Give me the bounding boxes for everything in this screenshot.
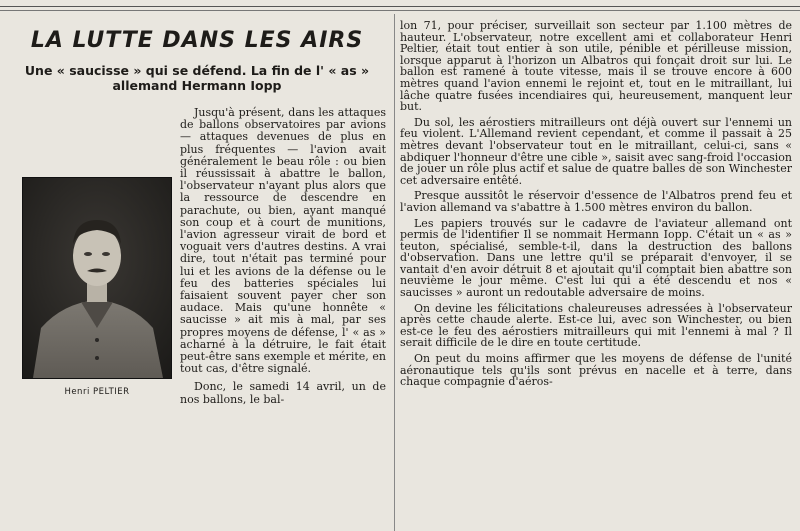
right-paragraph-1: lon 71, pour préciser, surveillait son secteur par 1.100 mètres de hauteur. L'observateur, notre excellent ami et collaborateur Henri Peltier, était tout entier à son utile, pénible et périlleuse mission, lorsque apparut à l'horizon un Albatros qui fonçait droit sur lui. Le ballon est ramené à toute vitesse, mais il se trouve encore à 600 mètres quand l'avion ennemi le rejoint et, tout en le mitraillant, lui lâche quatre fusées incendiaires qui, heureusement, manquent leur but. — [400, 19, 792, 114]
right-paragraph-6: On peut du moins affirmer que les moyens de défense de l'unité aéronautique tels qu'ils sont prévus en nacelle et à terre, dans chaque compagnie d'aéros- — [400, 352, 792, 389]
article-subtitle: Une « saucisse » qui se défend. La fin de l' « as » allemand Hermann Iopp — [24, 63, 370, 93]
right-paragraph-5: On devine les félicitations chaleureuses adressées à l'observateur après cette chaude alerte. Est-ce lui, avec son Winchester, ou bien est-ce le feu des aérostiers mitrailleurs qui mit l'ennemi à mal ? Il serait difficile de le dire en toute certitude. — [400, 301, 792, 350]
article-title: LA LUTTE DANS LES AIRS — [30, 28, 364, 53]
column-divider — [394, 14, 395, 531]
left-column — [8, 14, 386, 408]
right-paragraph-4: Les papiers trouvés sur le cadavre de l'aviateur allemand ont permis de l'identifier Il se nommait Hermann Iopp. C'était un « as » teuton, spécialisé, semble-t-il, dans la destruction des ballons d'observation. Dans une lettre qu'il se préparait d'envoyer, il se vantait d'en avoir détruit 8 et ajoutait qu'il comptait bien abattre son neuvième le jour même. C'est lui qui a été descendu et nos « saucisses » auront un redoutable adversaire de moins. — [400, 216, 792, 300]
top-rule-secondary — [0, 10, 800, 11]
left-body — [8, 107, 386, 406]
left-paragraph-2: Donc, le samedi 14 avril, un de nos ballons, le bal- — [180, 380, 386, 406]
right-paragraph-3: Presque aussitôt le réservoir d'essence de l'Albatros prend feu et l'avion allemand va s'abattre à 1.500 mètres environ du ballon. — [400, 189, 792, 214]
portrait-photo — [22, 177, 172, 379]
portrait-caption: Henri PELTIER — [64, 387, 130, 397]
right-paragraph-2: Du sol, les aérostiers mitrailleurs ont déjà ouvert sur l'ennemi un feu violent. L'Allemand revient cependant, et comme il passait à 25 mètres devant l'observateur tout en le mitraillant, celui-ci, sans « abdiquer l'honneur d'être une cible », saisit avec sang-froid l'occasion de jouer un rôle plus actif et salue de quatre balles de son Winchester cet adversaire entêté. — [400, 115, 792, 187]
portrait-figure — [22, 177, 172, 397]
right-column — [400, 20, 792, 392]
top-rule — [0, 6, 800, 7]
portrait-image — [23, 178, 171, 378]
left-paragraph-1: Jusqu'à présent, dans les attaques de ballons observatoires par avions — attaques devenues de plus en plus fréquentes — l'avion avait généralement le beau rôle : ou bien il réussissait à abattre le ballon, l'observateur n'ayant plus alors que la ressource de descendre en parachute, ou bien, ayant manqué son coup et à court de munitions, l'avion agresseur virait de bord et voguait vers d'autres destins. A vrai dire, tout n'était pas terminé pour lui et les avions de la défense ou le feu des batteries spéciales lui faisaient souvent payer cher son audace. Mais qu'une honnête « saucisse » ait mis à mal, par ses propres moyens de défense, l' « as » acharné à la détruire, le fait était peut-être sans exemple et mérite, en tout cas, d'être signalé. — [180, 106, 386, 376]
